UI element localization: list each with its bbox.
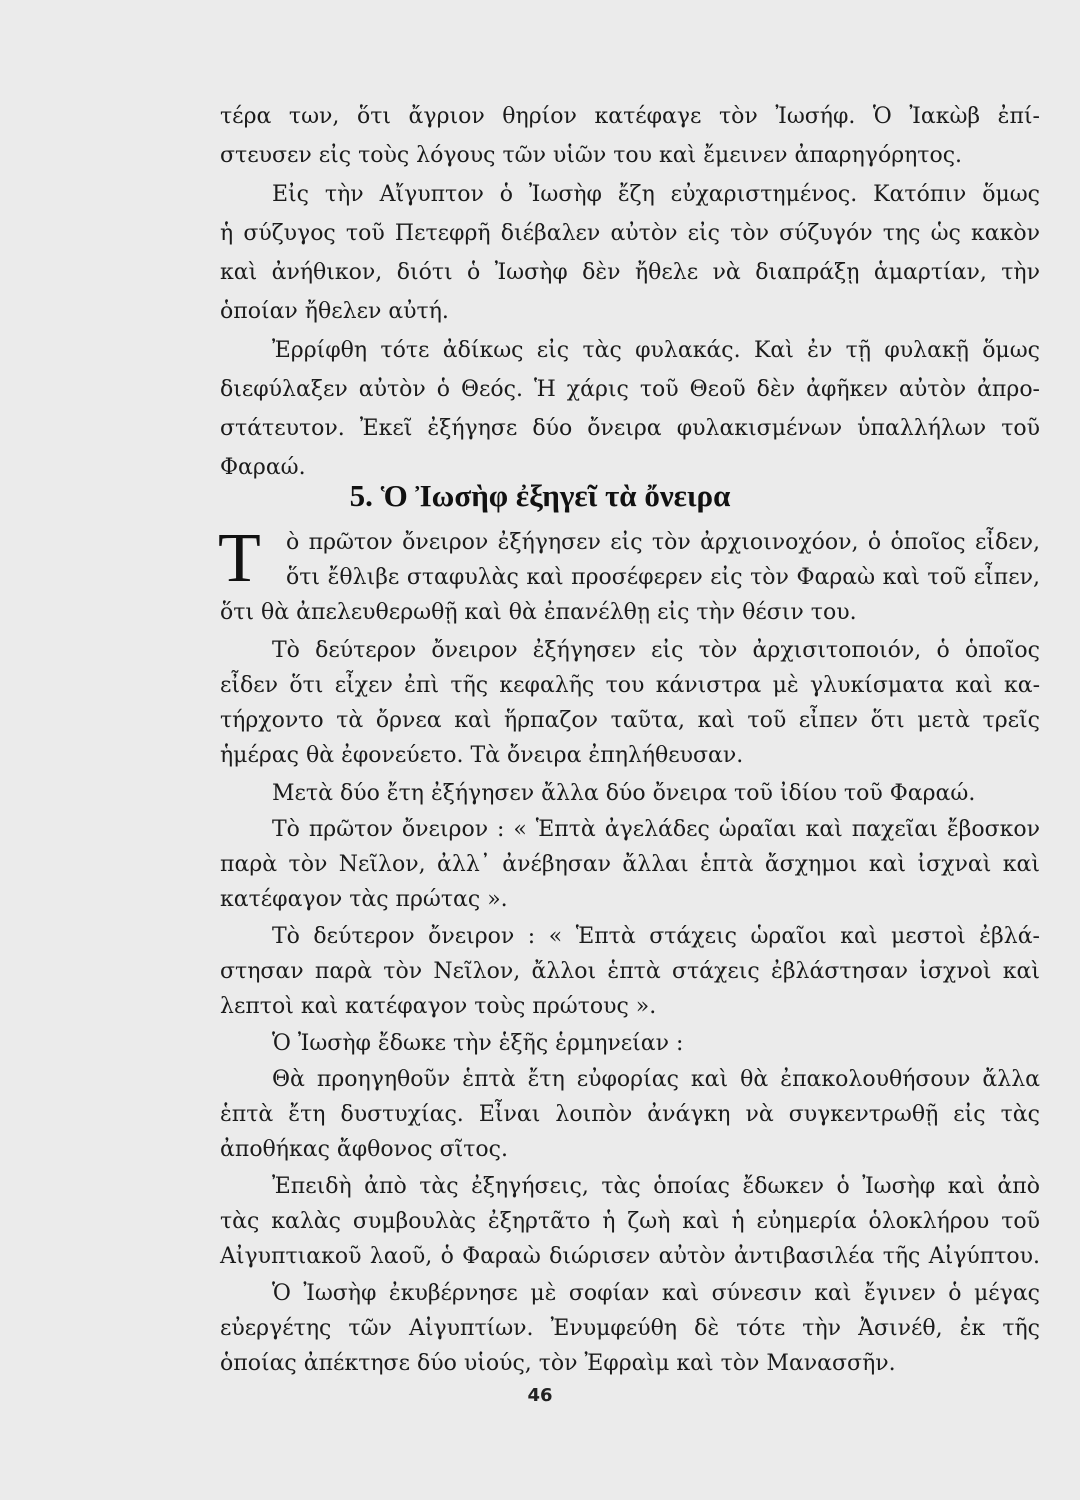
section-heading: 5. Ὁ Ἰωσὴφ ἐξηγεῖ τὰ ὄνειρα — [349, 478, 731, 513]
text-line-18: Μετὰ δύο ἔτη ἐξήγησεν ἄλλα δύο ὄνειρα τοῦ ἰδίου τοῦ Φαραώ. — [272, 781, 976, 806]
text-line-30: τὰς καλὰς συμβουλὰς ἐξηρτᾶτο ἡ ζωὴ καὶ ἡ εὐημερία ὁλοκλήρου τοῦ — [220, 1209, 1040, 1234]
page-number: 46 — [527, 1385, 553, 1406]
text-line-33: εὐεργέτης τῶν Αἰγυπτίων. Ἐνυμφεύθη δὲ τότε τὴν Ἀσινέθ, ἐκ τῆς — [220, 1316, 1040, 1341]
text-line-23: στησαν παρὰ τὸν Νεῖλον, ἄλλοι ἑπτὰ στάχεις ἐβλάστησαν ἰσχνοὶ καὶ — [220, 959, 1040, 984]
text-line-31: Αἰγυπτιακοῦ λαοῦ, ὁ Φαραὼ διώρισεν αὐτὸν ἀντιβασιλέα τῆς Αἰγύπτου. — [220, 1244, 1040, 1269]
text-line-28: ἀποθήκας ἄφθονος σῖτος. — [220, 1137, 508, 1162]
text-line-13: ὅτι θὰ ἀπελευθερωθῇ καὶ θὰ ἐπανέλθῃ εἰς τὴν θέσιν του. — [220, 600, 857, 625]
text-line-29: Ἐπειδὴ ἀπὸ τὰς ἐξηγήσεις, τὰς ὁποίας ἔδωκεν ὁ Ἰωσὴφ καὶ ἀπὸ — [272, 1174, 1040, 1199]
text-line-9: στάτευτον. Ἐκεῖ ἐξήγησε δύο ὄνειρα φυλακισμένων ὑπαλλήλων τοῦ — [220, 416, 1040, 441]
text-line-24: λεπτοὶ καὶ κατέφαγον τοὺς πρώτους ». — [220, 994, 657, 1019]
text-line-17: ἡμέρας θὰ ἐφονεύετο. Τὰ ὄνειρα ἐπηλήθευσαν. — [220, 743, 744, 768]
drop-cap: Τ — [218, 520, 261, 597]
text-line-26: Θὰ προηγηθοῦν ἑπτὰ ἔτη εὐφορίας καὶ θὰ ἐπακολουθήσουν ἄλλα — [272, 1067, 1040, 1092]
text-line-27: ἑπτὰ ἔτη δυστυχίας. Εἶναι λοιπὸν ἀνάγκη νὰ συγκεντρωθῇ εἰς τὰς — [220, 1102, 1040, 1127]
text-line-1: τέρα των, ὅτι ἄγριον θηρίον κατέφαγε τὸν Ἰωσήφ. Ὁ Ἰακὼβ ἐπί- — [220, 104, 1040, 129]
text-line-3: Εἰς τὴν Αἴγυπτον ὁ Ἰωσὴφ ἔζη εὐχαριστημένος. Κατόπιν ὅμως — [272, 182, 1040, 207]
text-line-2: στευσεν εἰς τοὺς λόγους τῶν υἱῶν του καὶ ἔμεινεν ἀπαρηγόρητος. — [220, 143, 963, 168]
text-line-7: Ἐρρίφθη τότε ἀδίκως εἰς τὰς φυλακάς. Καὶ ἐν τῇ φυλακῇ ὅμως — [272, 338, 1040, 363]
text-line-15: εἶδεν ὅτι εἶχεν ἐπὶ τῆς κεφαλῆς του κάνιστρα μὲ γλυκίσματα καὶ κα- — [220, 673, 1040, 698]
text-line-4: ἡ σύζυγος τοῦ Πετεφρῆ διέβαλεν αὐτὸν εἰς τὸν σύζυγόν της ὡς κακὸν — [220, 221, 1040, 246]
text-line-32: Ὁ Ἰωσὴφ ἐκυβέρνησε μὲ σοφίαν καὶ σύνεσιν καὶ ἔγινεν ὁ μέγας — [272, 1281, 1040, 1306]
text-line-5: καὶ ἀνήθικον, διότι ὁ Ἰωσὴφ δὲν ἤθελε νὰ διαπράξῃ ἁμαρτίαν, τὴν — [220, 260, 1040, 285]
text-line-19: Τὸ πρῶτον ὄνειρον : « Ἑπτὰ ἀγελάδες ὡραῖαι καὶ παχεῖαι ἔβοσκον — [272, 817, 1040, 842]
text-line-25: Ὁ Ἰωσὴφ ἔδωκε τὴν ἑξῆς ἑρμηνείαν : — [272, 1031, 684, 1056]
text-line-22: Τὸ δεύτερον ὄνειρον : « Ἑπτὰ στάχεις ὡραῖοι καὶ μεστοὶ ἐβλά- — [272, 924, 1040, 949]
text-line-12: ὅτι ἔθλιβε σταφυλὰς καὶ προσέφερεν εἰς τὸν Φαραὼ καὶ τοῦ εἶπεν, — [286, 565, 1040, 590]
text-line-10: Φαραώ. — [220, 455, 306, 480]
text-line-34: ὁποίας ἀπέκτησε δύο υἱούς, τὸν Ἐφραὶμ καὶ τὸν Μανασσῆν. — [220, 1351, 896, 1376]
text-line-11: ὸ πρῶτον ὄνειρον ἐξήγησεν εἰς τὸν ἀρχιοινοχόον, ὁ ὁποῖος εἶδεν, — [286, 530, 1040, 555]
text-line-14: Τὸ δεύτερον ὄνειρον ἐξήγησεν εἰς τὸν ἀρχισιτοποιόν, ὁ ὁποῖος — [272, 638, 1040, 663]
text-line-21: κατέφαγον τὰς πρώτας ». — [220, 887, 508, 912]
text-line-6: ὁποίαν ἤθελεν αὐτή. — [220, 299, 449, 324]
text-line-16: τήρχοντο τὰ ὄρνεα καὶ ἥρπαζον ταῦτα, καὶ τοῦ εἶπεν ὅτι μετὰ τρεῖς — [220, 708, 1040, 733]
text-line-8: διεφύλαξεν αὐτὸν ὁ Θεός. Ἡ χάρις τοῦ Θεοῦ δὲν ἀφῆκεν αὐτὸν ἀπρο- — [220, 377, 1040, 402]
text-line-20: παρὰ τὸν Νεῖλον, ἀλλ᾽ ἀνέβησαν ἄλλαι ἑπτὰ ἄσχημοι καὶ ἰσχναὶ καὶ — [220, 852, 1040, 877]
